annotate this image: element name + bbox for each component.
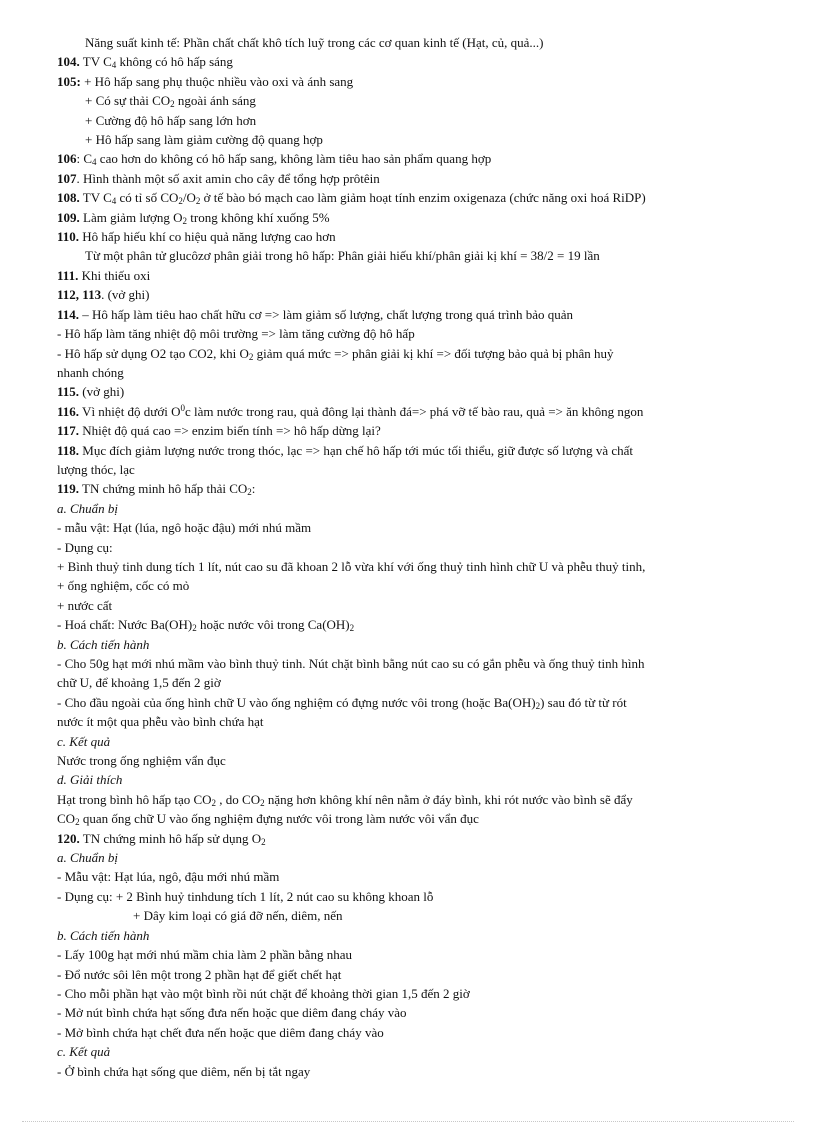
text-line: chữ U, để khoảng 1,5 đến 2 giờ (57, 675, 221, 691)
text-line: - Dụng cụ: (57, 539, 113, 555)
text-line: + Hô hấp sang làm giảm cường độ quang hợp (85, 132, 323, 148)
text-line: + Có sự thải $CO_2$ ngoài ánh sáng (85, 93, 256, 110)
answer-108: 108. TV $C_4$ có tỉ số $CO_2/O_2$ ở tế bào bó mạch cao làm giảm hoạt tính enzim oxigenaza (chức năng oxi hoá RiDP) (57, 190, 646, 207)
text-line: $CO_2$ quan ống chữ U vào ống nghiệm đựng nước vôi trong làm nước vôi vẩn đục (57, 811, 479, 828)
text-line: - Hô hấp sử dụng O2 tạo CO2, khi $O_2$ giảm quá mức => phân giải kị khí => đối tượng bảo quả bị phân huỷ (57, 345, 614, 362)
answer-112-113: 112, 113. (vở ghi) (57, 287, 150, 303)
answer-111: 111. Khi thiếu oxi (57, 267, 151, 283)
text-line: + Cường độ hô hấp sang lớn hơn (85, 112, 257, 128)
section-heading: a. Chuẩn bị (57, 500, 119, 516)
answer-118: 118. Mục đích giảm lượng nước trong thóc, lạc => hạn chế hô hấp tới múc tối thiểu, giữ được số lượng và chất (57, 442, 634, 458)
text-line: - Ở bình chứa hạt sống que diêm, nến bị tắt ngay (57, 1063, 311, 1079)
answer-110: 110. Hô hấp hiếu khí co hiệu quả năng lượng cao hơn (57, 229, 336, 245)
answer-106: 106: $C_4$ cao hơn do không có hô hấp sang, không làm tiêu hao sản phẩm quang hợp (57, 151, 492, 168)
text-line: nhanh chóng (57, 364, 124, 380)
text-line: Năng suất kinh tế: Phần chất chất khô tích luỹ trong các cơ quan kinh tế (Hạt, củ, quả...) (85, 35, 544, 50)
text-line: lượng thóc, lạc (57, 461, 135, 477)
text-line: - Mẫu vật: Hạt lúa, ngô, đậu mới nhú mầm (57, 869, 280, 885)
text-line: - Đổ nước sôi lên một trong 2 phần hạt để giết chết hạt (57, 966, 342, 982)
document-body (57, 33, 787, 1081)
text-line: Hạt trong bình hô hấp tạo $CO_2$ , do $CO_2$ nặng hơn không khí nên nằm ở đáy bình, khi rót nước vào bình sẽ đẩy (57, 791, 633, 808)
answer-114: 114. – Hô hấp làm tiêu hao chất hữu cơ => làm giảm số lượng, chất lượng trong quá trình bảo quản (57, 306, 574, 322)
section-heading: d. Giải thích (57, 772, 123, 788)
text-line: - Mở bình chứa hạt chết đưa nến hoặc que diêm đang cháy vào (57, 1024, 384, 1040)
text-line: - Cho 50g hạt mới nhú mầm vào bình thuỷ tinh. Nút chặt bình bằng nút cao su có gắn phễu và ống thuỷ tinh hình (57, 656, 645, 671)
answer-107: 107. Hình thành một số axit amin cho cây để tổng hợp prôtêin (57, 170, 380, 186)
answer-119: 119. TN chứng minh hô hấp thải $CO_2$: (57, 481, 256, 498)
answer-120: 120. TN chứng minh hô hấp sử dụng $O_2$ (57, 830, 266, 847)
section-heading: a. Chuẩn bị (57, 850, 119, 866)
answer-104: 104. TV $C_4$ không có hô hấp sáng (57, 54, 233, 71)
text-line: - Cho mỗi phần hạt vào một bình rồi nút chặt để khoảng thời gian 1,5 đến 2 giờ (57, 985, 470, 1001)
answer-109: 109. Làm giảm lượng $O_2$ trong không khí xuống 5% (57, 209, 330, 226)
text-line: + nước cất (57, 597, 113, 613)
section-heading: b. Cách tiến hành (57, 927, 150, 943)
text-line: + ống nghiệm, cốc có mỏ (57, 578, 190, 594)
answer-115: 115. (vở ghi) (57, 384, 125, 400)
text-line: Từ một phân tử glucôzơ phân giải trong hô hấp: Phân giải hiếu khí/phân giải kị khí = 38/2 = 19 lần (85, 248, 600, 264)
section-heading: b. Cách tiến hành (57, 636, 150, 652)
text-line: - Mở nút bình chứa hạt sống đưa nến hoặc que diêm đang cháy vào (57, 1005, 407, 1021)
text-line: Nước trong ống nghiệm vẩn đục (57, 753, 226, 769)
answer-116: 116. Vì nhiệt độ dưới $O^0c$ làm nước trong rau, quả đông lại thành đá=> phá vỡ tế bào rau, quả => ăn không ngon (57, 402, 644, 419)
text-line: nước ít một qua phễu vào bình chứa hạt (57, 714, 264, 730)
text-line: - Hoá chất: Nước $Ba(OH)_2$ hoặc nước vôi trong $Ca(OH)_2$ (57, 617, 355, 634)
text-line: - mẫu vật: Hạt (lúa, ngô hoặc đậu) mới nhú mầm (57, 520, 312, 536)
text-line: - Dụng cụ: + 2 Bình huỷ tinhdung tích 1 lít, 2 nút cao su không khoan lỗ (57, 888, 434, 904)
text-line: + Dây kim loại có giá đỡ nến, diêm, nến (133, 908, 343, 924)
text-line: - Hô hấp làm tăng nhiệt độ môi trường => làm tăng cường độ hô hấp (57, 326, 415, 342)
answer-117: 117. Nhiệt độ quá cao => enzim biến tính => hô hấp dừng lại? (57, 423, 381, 439)
text-line: + Bình thuỷ tinh dung tích 1 lít, nút cao su đã khoan 2 lỗ vừa khí với ống thuỷ tinh hình chữ U và phễu thuỷ tinh, (57, 558, 646, 574)
section-heading: c. Kết quả (57, 1044, 111, 1060)
section-heading: c. Kết quả (57, 733, 111, 749)
answer-105: 105: + Hô hấp sang phụ thuộc nhiều vào oxi và ánh sang (57, 73, 354, 89)
text-line: - Cho đầu ngoài của ống hình chữ U vào ống nghiệm có đựng nước vôi trong (hoặc $Ba(OH)_2$) sau đó từ từ rót (57, 694, 627, 711)
text-line: - Lấy 100g hạt mới nhú mầm chia làm 2 phần bằng nhau (57, 947, 352, 963)
page-bottom-divider (22, 1121, 794, 1122)
